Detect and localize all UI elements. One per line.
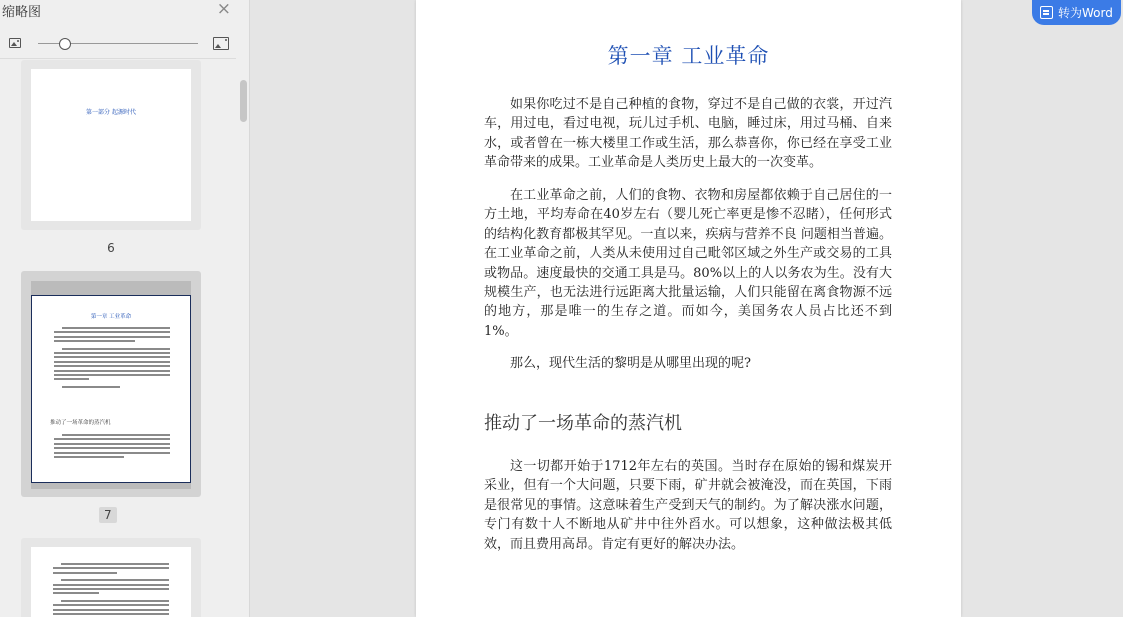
close-icon[interactable]: × [216,0,231,19]
thumbnail-section-title: 推动了一场革命的蒸汽机 [50,420,111,426]
sidebar-header [0,0,249,22]
thumbnail-page-6[interactable] [21,60,201,230]
paragraph: 这一切都开始于1712年左右的英国。当时存在原始的锡和煤炭开采业，但有一个大问题，只要下雨，矿井就会被淹没，而在英国，下雨是很常见的事情。这意味着生产受到天气的制约。为了解决涨水问题，专门有数十人不断地从矿井中往外舀水。可以想象，这种做法极其低效，而且费用高昂。肯定有更好的解决办法。 [484,459,892,552]
chapter-title: 第一章 工业革命 [607,44,770,68]
section-title: 推动了一场革命的蒸汽机 [484,413,682,434]
thumbnail-page-preview [31,295,191,483]
thumbnail-zoom-control [0,22,249,58]
sidebar-scrollbar[interactable] [240,80,247,122]
thumbnail-page-number: 7 [99,507,117,523]
convert-to-word-button[interactable] [1032,0,1121,25]
thumbnail-page-8[interactable] [21,538,201,617]
word-convert-icon [1040,6,1053,19]
thumbnail-heading: 第一部分 起源时代 [86,109,136,116]
document-page [416,0,961,617]
zoom-slider-handle[interactable] [59,38,71,50]
paragraph: 在工业革命之前，人们的食物、衣物和房屋都依赖于自己居住的一方土地，平均寿命在40岁左右（婴儿死亡率更是惨不忍睹），任何形式的结构化教育都极其罕见。一直以来，疾病与营养不良 问题相当普遍。在工业革命之前，人类从未使用过自己毗邻区域之外生产或交易的工具或物品。速度最快的交通工具是马。80%以上的人以务农为生。没有大规模生产，也无法进行远距离大批量运输，人们只能留在离食物源不远的地方，那是唯一的生存之道。而如今，美国务农人员占比还不到1%。 [484,188,892,339]
image-large-icon[interactable] [213,37,229,50]
thumbnail-text-lines [54,327,170,390]
thumbnail-sidebar [0,0,250,617]
thumbnail-page-number: 6 [107,241,115,255]
image-small-icon[interactable] [9,38,21,48]
paragraph: 如果你吃过不是自己种植的食物，穿过不是自己做的衣裳，开过汽车，用过电，看过电视，玩儿过手机、电脑，睡过床，用过马桶、自来水，或者曾在一栋大楼里工作或生活，那么恭喜你，你已经在享受工业革命带来的成果。工业革命是人类历史上最大的一次变革。 [484,97,892,171]
thumbnail-text-lines [54,434,170,460]
thumbnail-heading: 第一章 工业革命 [90,314,132,320]
divider [0,58,236,59]
thumbnail-text-lines [53,563,169,617]
thumbnail-page-preview [31,69,191,221]
convert-to-word-label: 转为Word [1058,6,1113,20]
paragraph: 那么，现代生活的黎明是从哪里出现的呢? [510,356,751,371]
sidebar-title: 缩略图 [2,5,42,20]
thumbnail-page-preview [31,547,191,617]
thumbnail-page-7[interactable] [21,271,201,497]
